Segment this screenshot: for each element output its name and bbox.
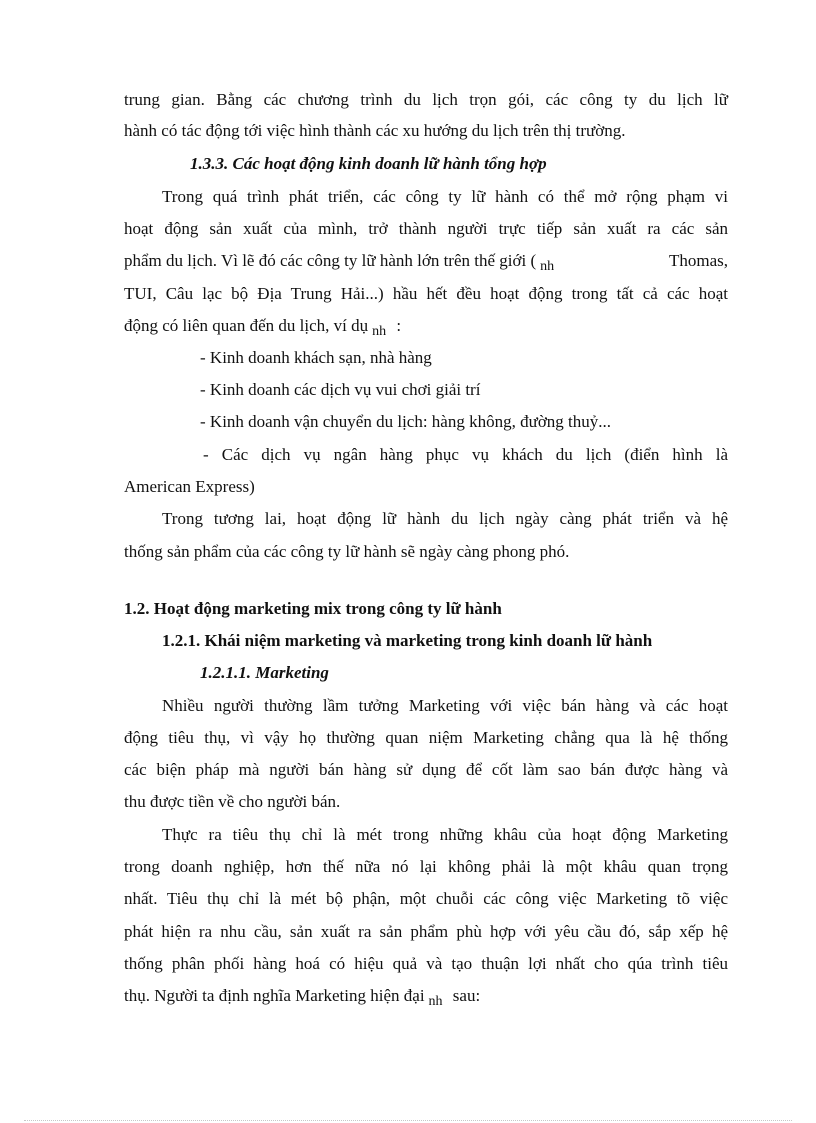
section-heading-1-2: 1.2. Hoạt động marketing mix trong công ty lữ hành	[124, 599, 502, 618]
paragraph-line: Trong quá trình phát triển, các công ty lữ hành có thể mở rộng phạm vi	[162, 187, 728, 206]
paragraph-line: thu được tiền về cho người bán.	[124, 792, 341, 811]
paragraph-line	[124, 985, 728, 1013]
text-segment: phẩm du lịch. Vì lẽ đó các công ty lữ hành lớn trên thế giới (	[124, 251, 537, 270]
paragraph-line: trung gian. Bằng các chương trình du lịch trọn gói, các công ty du lịch lữ	[124, 90, 728, 109]
paragraph-line: nhất. Tiêu thụ chỉ là mét bộ phận, một chuỗi các công việc Marketing tõ việc	[124, 889, 728, 908]
text-segment: nh	[540, 259, 555, 274]
paragraph-line	[124, 250, 728, 278]
paragraph-line: Thực ra tiêu thụ chỉ là mét trong những khâu của hoạt động Marketing	[162, 825, 728, 844]
text-segment: động có liên quan đến du lịch, ví dụ	[124, 316, 369, 335]
paragraph-line: động tiêu thụ, vì vậy họ thường quan niệm Marketing chẳng qua là hệ thống	[124, 728, 728, 747]
bullet-item: - Các dịch vụ ngân hàng phục vụ khách du lịch (điển hình là	[203, 445, 728, 464]
text-segment: nh	[372, 324, 387, 339]
paragraph-line	[124, 315, 728, 343]
paragraph-line: TUI, Câu lạc bộ Địa Trung Hải...) hầu hết đều hoạt động trong tất cả các hoạt	[124, 284, 728, 303]
paragraph-line: thống sản phẩm của các công ty lữ hành sẽ ngày càng phong phó.	[124, 542, 570, 561]
paragraph-line: American Express)	[124, 477, 255, 496]
paragraph-line: trong doanh nghiệp, hơn thế nữa nó lại không phải là một khâu quan trọng	[124, 857, 728, 876]
paragraph-line: các biện pháp mà người bán hàng sử dụng để cốt làm sao bán được hàng và	[124, 760, 728, 779]
text-segment: sau:	[452, 986, 481, 1005]
paragraph-line: hoạt động sản xuất của mình, trở thành người trực tiếp sản xuất ra các sản	[124, 219, 728, 238]
paragraph-line: thống phân phối hàng hoá có hiệu quả và tạo thuận lợi nhất cho qúa trình tiêu	[124, 954, 728, 973]
paragraph-line: Trong tương lai, hoạt động lữ hành du lịch ngày càng phát triển và hệ	[162, 509, 728, 528]
section-heading-1-2-1: 1.2.1. Khái niệm marketing và marketing trong kinh doanh lữ hành	[162, 631, 653, 650]
text-segment: Thomas,	[668, 251, 728, 270]
paragraph-line: phát hiện ra nhu cầu, sản xuất ra sản phẩm phù hợp với yêu cầu đó, sắp xếp hệ	[124, 922, 728, 941]
text-segment: thụ. Người ta định nghĩa Marketing hiện đại	[124, 986, 425, 1005]
bullet-item: - Kinh doanh các dịch vụ vui chơi giải trí	[200, 380, 481, 399]
page-bottom-divider	[24, 1120, 792, 1121]
bullet-item: - Kinh doanh vận chuyển du lịch: hàng không, đường thuỷ...	[200, 412, 612, 431]
section-heading-1-2-1-1: 1.2.1.1. Marketing	[200, 663, 329, 682]
text-segment: nh	[428, 994, 443, 1009]
paragraph-line: hành có tác động tới việc hình thành các xu hướng du lịch trên thị trường.	[124, 121, 626, 140]
text-segment: :	[396, 316, 402, 335]
bullet-item: - Kinh doanh khách sạn, nhà hàng	[200, 348, 432, 367]
paragraph-line: Nhiều người thường lầm tưởng Marketing với việc bán hàng và các hoạt	[162, 696, 728, 715]
section-heading-1-3-3: 1.3.3. Các hoạt động kinh doanh lữ hành tổng hợp	[190, 154, 547, 173]
